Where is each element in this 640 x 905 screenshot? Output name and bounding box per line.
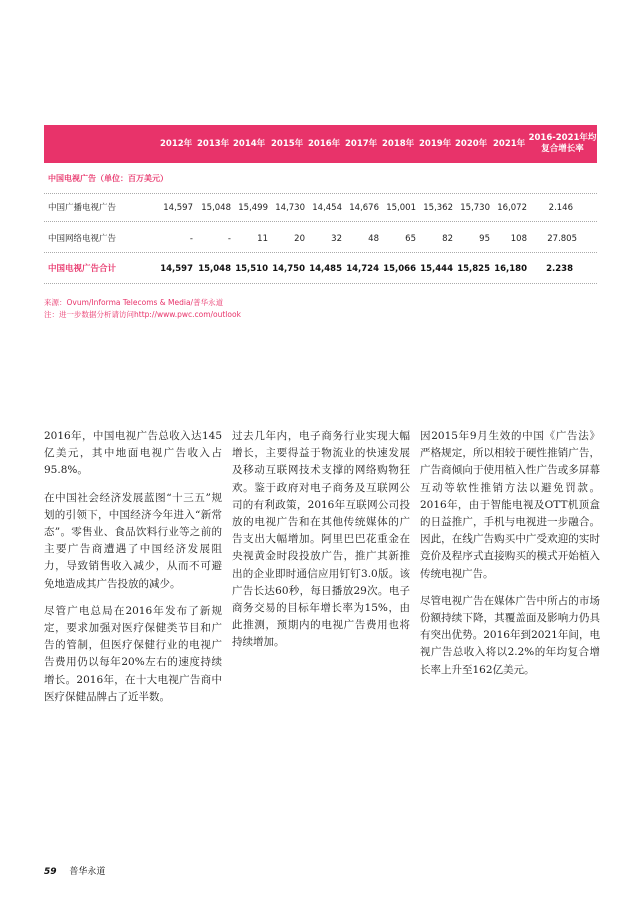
table-row (44, 198, 597, 218)
paragraph: 在中国社会经济发展蓝图“十三五”规划的引领下，中国经济今年进入“新常态”。零售业、食品饮料行业等之前的主要广告商遭遇了中国经济发展阻力，导致销售收入减少，从而不可避免地造成其广告投放的减少。 (44, 491, 222, 590)
cell: 15,066 (383, 264, 416, 274)
col-header: 2012年 (160, 139, 193, 149)
row-label: 中国网络电视广告 (48, 234, 117, 244)
cell: 14,676 (349, 203, 379, 213)
cell: 82 (442, 234, 453, 244)
divider (44, 193, 597, 194)
paragraph: 尽管电视广告在媒体广告中所占的市场份额持续下降，其覆盖面及影响力仍具有突出优势。2016年到2021年间，电视广告总收入将以2.2%的年均复合增长率上升至162亿美元。 (420, 594, 600, 676)
cell: 16,180 (494, 264, 527, 274)
cell: - (189, 234, 193, 244)
paragraph: 2016年，中国电视广告总收入达145亿美元，其中地面电视广告收入占95.8%。 (44, 430, 222, 477)
cell: 14,724 (346, 264, 379, 274)
cagr-cell: 27.805 (547, 234, 577, 244)
col-header: 2014年 (233, 139, 266, 149)
body-column-1 (44, 428, 222, 716)
col-header: 2016年 (308, 139, 341, 149)
divider (44, 283, 597, 284)
cell: 11 (257, 234, 268, 244)
cell: 48 (368, 234, 379, 244)
divider (44, 252, 597, 253)
cell: 15,048 (201, 203, 231, 213)
cell: 16,072 (497, 203, 527, 213)
cell: 15,362 (423, 203, 453, 213)
cell: 15,444 (420, 264, 453, 274)
cagr-header-line2: 复合增长率 (541, 144, 584, 154)
col-header: 2018年 (382, 139, 415, 149)
footer-brand: 普华永道 (69, 867, 106, 877)
cell: 15,825 (457, 264, 490, 274)
section-title: 中国电视广告（单位：百万美元） (48, 174, 168, 183)
cell: 14,597 (160, 264, 193, 274)
page-footer (44, 864, 105, 877)
cell: 32 (331, 234, 342, 244)
cell: 14,454 (312, 203, 342, 213)
cell: 15,001 (386, 203, 416, 213)
cell: 15,499 (238, 203, 268, 213)
table-header (44, 125, 597, 163)
col-header: 2020年 (455, 139, 488, 149)
body-column-2 (232, 428, 410, 662)
paragraph: 过去几年内，电子商务行业实现大幅增长，主要得益于物流业的快速发展及移动互联网技术支撑的网络购物狂欢。鉴于政府对电子商务及互联网公司的有利政策，2016年互联网公司投放的电视广告和在其他传统媒体的广告支出大幅增加。阿里巴巴花重金在央视黄金时段投放广告，推广其新推出的企业即时通信应用钉钉3.0版。该广告长达60秒，每日播放29次。电子商务交易的目标年增长率为15%，由此推测，预期内的电视广告费用也将持续增加。 (232, 430, 410, 649)
col-header: 2019年 (419, 139, 452, 149)
source-link-note[interactable]: 注：进一步数据分析请访问http://www.pwc.com/outlook (44, 310, 241, 319)
col-header: 2017年 (345, 139, 378, 149)
cell: 14,597 (163, 203, 193, 213)
cell: 95 (479, 234, 490, 244)
cell: 14,730 (275, 203, 305, 213)
cell: 65 (405, 234, 416, 244)
col-header: 2015年 (271, 139, 304, 149)
row-label: 中国广播电视广告 (48, 203, 117, 213)
body-column-3 (420, 428, 600, 689)
cell: 14,750 (272, 264, 305, 274)
cagr-header-line1: 2016-2021年均 (528, 133, 597, 143)
paragraph: 尽管广电总局在2016年发布了新规定，要求加强对医疗保健类节目和广告的管制，但医疗保健行业的电视广告费用仍以每年20%左右的速度持续增长。2016年，在十大电视广告商中医疗保健品牌占了近半数。 (44, 604, 222, 703)
row-label: 中国电视广告合计 (48, 264, 117, 274)
cell: 20 (294, 234, 305, 244)
page-number: 59 (44, 867, 57, 877)
cell: 15,048 (198, 264, 231, 274)
source-note: 来源：Ovum/Informa Telecoms & Media/普华永道 (44, 298, 224, 307)
divider (44, 221, 597, 222)
cell: 15,730 (460, 203, 490, 213)
cell: 15,510 (235, 264, 268, 274)
paragraph: 因2015年9月生效的中国《广告法》严格规定，所以相较于硬性推销广告，广告商倾向于使用植入性广告或多屏幕互动等软性推销方法以避免罚款。2016年，由于智能电视及OTT机顶盒的日益推广，手机与电视进一步融合。因此，在线广告购买中广受欢迎的实时竞价及程序式直接购买的模式开始植入传统电视广告。 (420, 430, 600, 580)
cagr-header (528, 133, 597, 171)
col-header: 2021年 (493, 139, 526, 149)
cell: 108 (510, 234, 527, 244)
col-header: 2013年 (197, 139, 230, 149)
tv-ad-table (44, 125, 597, 274)
cagr-cell: 2.238 (546, 264, 573, 274)
cell: - (227, 234, 231, 244)
cagr-cell: 2.146 (548, 203, 573, 213)
table-row-total (44, 259, 597, 279)
cell: 14,485 (309, 264, 342, 274)
table-row (44, 229, 597, 249)
